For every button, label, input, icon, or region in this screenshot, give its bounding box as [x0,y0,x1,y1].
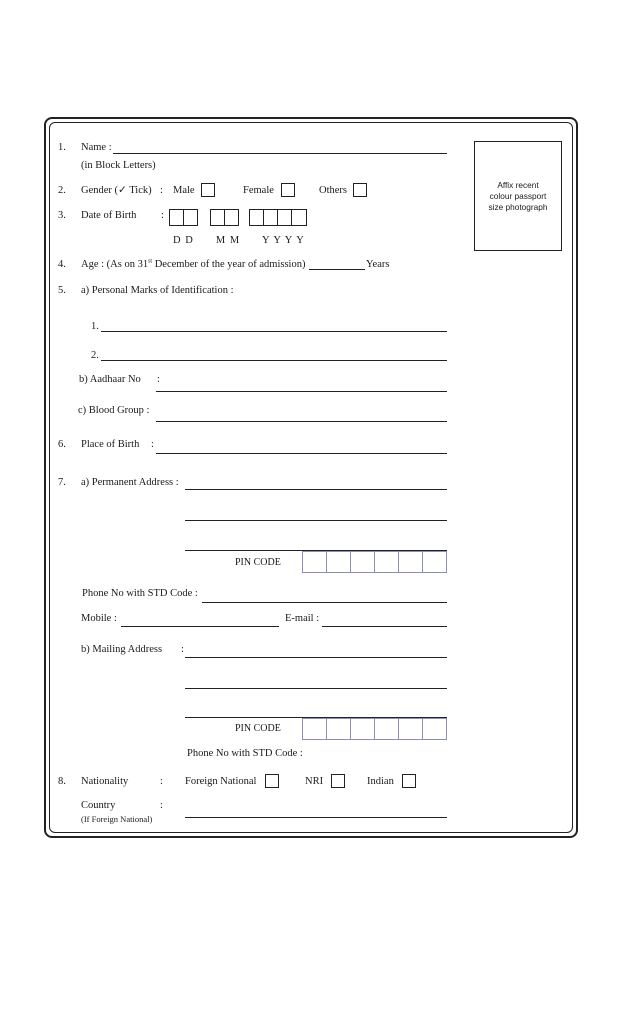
email-label: E-mail : [285,613,320,624]
item-number-5: 5. [58,285,66,296]
marks-label: a) Personal Marks of Identification : [81,285,234,296]
place-of-birth-label: Place of Birth [81,439,140,450]
mailing-pincode-label: PIN CODE [235,723,281,734]
dob-year-3[interactable] [277,209,292,226]
mailing-address-colon: : [181,644,184,655]
photo-line-3: size photograph [488,202,548,212]
phone-std-field[interactable] [202,602,447,603]
mailing-address-label: b) Mailing Address [81,644,163,655]
place-of-birth-field[interactable] [156,453,447,454]
gender-label: Gender (✓ Tick) [81,185,152,196]
age-label [81,260,305,271]
gender-male-label: Male [173,185,195,196]
name-field[interactable] [113,153,447,154]
permanent-address-label: a) Permanent Address : [81,477,179,488]
dob-month-1[interactable] [210,209,225,226]
permanent-pincode-label: PIN CODE [235,557,281,568]
age-label-text-b: December of the year of admission) [152,259,306,270]
nationality-colon: : [160,776,163,787]
photo-placeholder[interactable] [474,141,562,251]
nationality-label: Nationality [81,776,129,787]
dob-year-4[interactable] [291,209,307,226]
mark-2-field[interactable] [101,360,447,361]
age-field[interactable] [309,269,365,270]
country-colon: : [160,800,163,811]
pincode-cell [375,552,399,572]
pincode-cell [375,719,399,739]
permanent-address-line-1[interactable] [185,489,447,490]
aadhaar-field[interactable] [156,391,447,392]
nri-checkbox[interactable] [331,774,345,788]
gender-female-checkbox[interactable] [281,183,295,197]
permanent-pincode-field[interactable] [302,551,447,573]
blood-group-field[interactable] [156,421,447,422]
pincode-cell [327,552,351,572]
mailing-phone-std-label: Phone No with STD Code : [187,748,303,759]
dob-year-2[interactable] [263,209,278,226]
mobile-field[interactable] [121,626,279,627]
mailing-address-line-1[interactable] [185,657,447,658]
permanent-address-line-2[interactable] [185,520,447,521]
country-field[interactable] [185,817,447,818]
pincode-cell [351,719,375,739]
photo-line-1: Affix recent [497,180,539,190]
pincode-cell [423,552,446,572]
dob-month-2[interactable] [224,209,239,226]
pincode-cell [399,719,423,739]
country-hint: (If Foreign National) [81,814,153,824]
name-hint: (in Block Letters) [81,160,156,171]
dob-year-1[interactable] [249,209,264,226]
age-unit-label: Years [366,259,390,270]
foreign-national-label: Foreign National [185,776,257,787]
age-label-text-a: Age : (As on 31 [81,259,149,270]
blood-group-label: c) Blood Group : [78,405,150,416]
aadhaar-label: b) Aadhaar No [79,374,141,385]
mailing-address-line-2[interactable] [185,688,447,689]
mark-1-label: 1. [91,321,99,332]
foreign-national-checkbox[interactable] [265,774,279,788]
aadhaar-colon: : [157,374,160,385]
mailing-pincode-field[interactable] [302,718,447,740]
email-field[interactable] [322,626,447,627]
pincode-cell [351,552,375,572]
item-number-2: 2. [58,185,66,196]
photo-line-2: colour passport [489,191,547,201]
pincode-cell [327,719,351,739]
item-number-1: 1. [58,142,66,153]
nri-label: NRI [305,776,324,787]
dob-colon: : [161,210,164,221]
pincode-cell [423,719,446,739]
gender-others-label: Others [319,185,347,196]
name-label: Name : [81,142,112,153]
gender-female-label: Female [243,185,274,196]
dob-day-2[interactable] [183,209,198,226]
gender-male-checkbox[interactable] [201,183,215,197]
pincode-cell [303,719,327,739]
dob-format-hint: D D M M Y Y Y Y [173,235,304,246]
indian-checkbox[interactable] [402,774,416,788]
pincode-cell [303,552,327,572]
phone-std-label: Phone No with STD Code : [82,588,198,599]
age-label-superscript: st [148,258,153,265]
mobile-label: Mobile : [81,613,117,624]
place-of-birth-colon: : [151,439,154,450]
item-number-3: 3. [58,210,66,221]
item-number-6: 6. [58,439,66,450]
gender-others-checkbox[interactable] [353,183,367,197]
indian-label: Indian [367,776,394,787]
country-label: Country [81,800,116,811]
item-number-8: 8. [58,776,66,787]
gender-colon: : [160,185,163,196]
item-number-7: 7. [58,477,66,488]
mark-2-label: 2. [91,350,99,361]
dob-label: Date of Birth [81,210,137,221]
item-number-4: 4. [58,259,66,270]
pincode-cell [399,552,423,572]
mark-1-field[interactable] [101,331,447,332]
dob-day-1[interactable] [169,209,184,226]
